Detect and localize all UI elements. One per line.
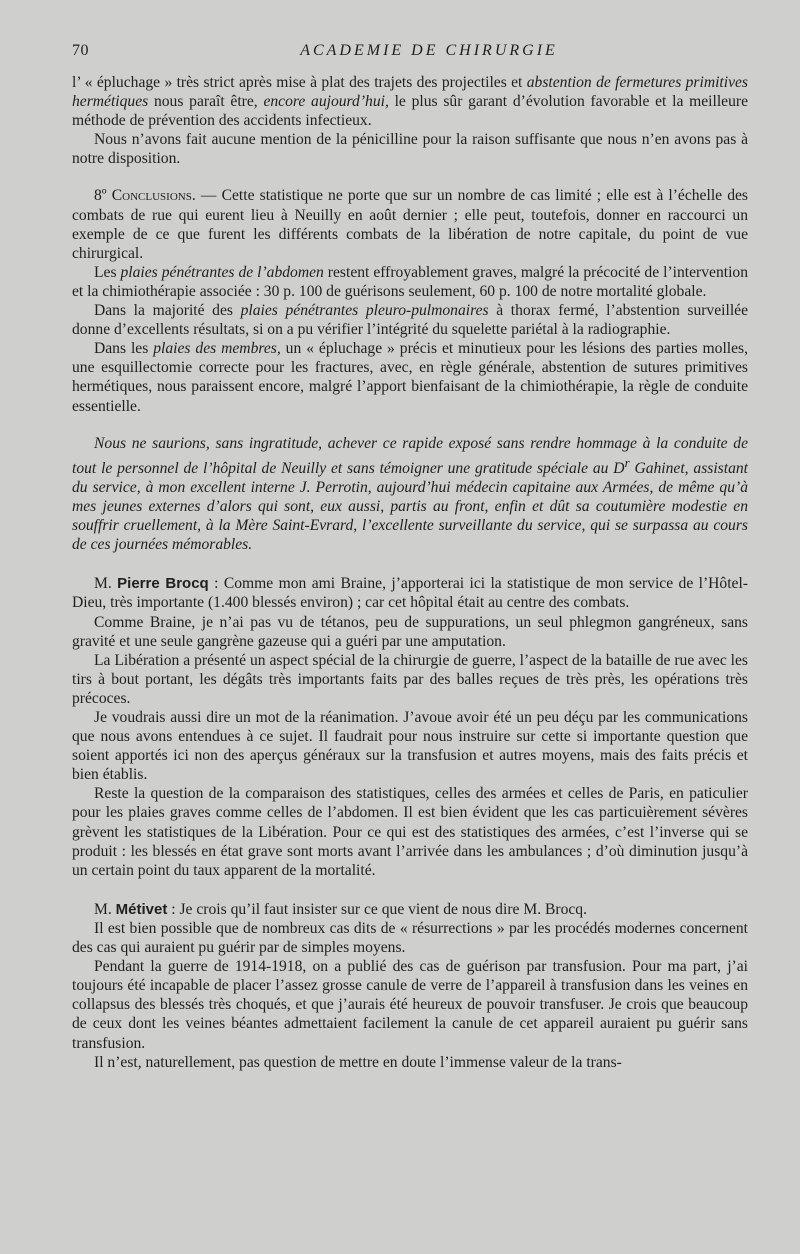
paragraph-brocq-intro: [72, 574, 748, 612]
speaker-prefix: M.: [94, 900, 116, 918]
text-run: à thorax fermé, l’abstention surveillée donne d’excellents résultats, si on a pu vérifier l’intégrité du squelette pariétal à la radiographie.: [72, 302, 748, 339]
text-run: — Cette statistique ne porte que sur un nombre de cas limité ; elle est à l’échelle des combats de rue qui eurent lieu à Neuilly en août dernier ; elle peut, toutefois, donner en raccourci un exemple de ce que furent les différents combats de la libération de notre capitale, du point de vue chirurgical.: [72, 187, 748, 262]
speaker-name: Pierre Brocq: [117, 575, 209, 593]
paragraph-metivet-guerre: Pendant la guerre de 1914-1918, on a publié des cas de guérison par transfusion. Pour ma part, j’ai toujours été incapable de placer l’assez grosse canule de verre de l’appareil à transfusion dans les veines en collapsus des blessés très choqués, et que j’aurais été heureux de pouvoir transfuser. Je crois que beaucoup de ceux dont les veines béantes admettaient facilement la canule de cet appareil auraient pu guérir sans transfusion.: [72, 958, 748, 1052]
text-run: nous paraît être,: [148, 93, 264, 111]
text-run: le plus sûr garant d’évolution favorable et la meilleure méthode de prévention des accidents infectieux.: [72, 93, 748, 130]
text-run: : Comme mon ami Braine, j’apporterai ici la statistique de mon service de l’Hôtel-Dieu, très importante (1.400 blessés environ) ; car cet hôpital était au centre des combats.: [72, 575, 749, 612]
paragraph-hommage: [72, 434, 748, 555]
paragraph-epluchage: [72, 73, 748, 130]
text-run: Dans la majorité des: [94, 302, 241, 320]
article-body: [72, 73, 748, 1072]
paragraph-metivet-resurrections: Il est bien possible que de nombreux cas dits de « résurrections » par les procédés modernes concernent des cas qui auraient pu guérir par de simples moyens.: [72, 919, 748, 957]
italic-run: plaies pénétrantes de l’abdomen: [120, 263, 324, 281]
italic-run: plaies des membres,: [153, 340, 281, 358]
section-heading: Conclusions.: [111, 187, 196, 205]
section-number: 8º: [94, 187, 112, 205]
paragraph-abdomen: [72, 263, 748, 301]
running-title: ACADEMIE DE CHIRURGIE: [300, 42, 558, 59]
speaker-name: Métivet: [115, 900, 168, 918]
superscript: r: [624, 454, 630, 470]
text-run: un « épluchage » précis et minutieux pour les lésions des parties molles, une esquillectomie correcte pour les fractures, avec, en règle générale, abstention de sutures primitives hermétiques, nous paraissent encore, malgré l’apport bienfaisant de la chimiothérapie, la règle de conduite essentielle.: [72, 340, 748, 415]
paragraph-brocq-statistiques: Reste la question de la comparaison des statistiques, celles des armées et celles de Paris, en paticulier pour les plaies graves comme celles de l’abdomen. Il est bien évident que les cas particuièrement sévères grèvent les statistiques de la Libération. Pour ce qui est des statistiques des armées, c’est l’inverse qui se produit : les blessés en état grave sont morts avant l’arrivée dans les ambulances ; d’où diminution jusqu’à un certain point du taux apparent de la mortalité.: [72, 785, 748, 879]
page-header: [72, 42, 746, 64]
text-run: : Je crois qu’il faut insister sur ce que vient de nous dire M. Brocq.: [167, 900, 587, 918]
paragraph-brocq-tetanos: Comme Braine, je n’ai pas vu de tétanos, peu de suppurations, un seul phlegmon gangréneux, sans gravité et une seule gangrène gazeuse qui a guéri par une amputation.: [72, 613, 748, 650]
text-run: Les: [94, 263, 121, 281]
text-run: l’ « épluchage » très strict après mise à plat des trajets des projectiles et: [72, 74, 527, 91]
page-number: 70: [72, 42, 89, 59]
paragraph-conclusions: [72, 186, 748, 262]
paragraph-brocq-reanimation: Je voudrais aussi dire un mot de la réanimation. J’avoue avoir été un peu déçu par les communications que nous avons entendues à ce sujet. Il faudrait pour nous instruire sur cette si importante question que soient apportés ici non des aperçus généraux sur la transfusion et autres moyens, mais des faits précis et bien établis.: [72, 709, 748, 784]
paragraph-brocq-liberation: La Libération a présenté un aspect spécial de la chirurgie de guerre, l’aspect de la bataille de rue avec les tirs à bout portant, les dégâts très importants faits par des balles reçues de très près, les opérations très précoces.: [72, 651, 748, 707]
text-run: restent effroyablement graves, malgré la précocité de l’intervention et la chimiothérapie associée : 30 p. 100 de guérisons seulement, 60 p. 100 de notre mortalité globale.: [72, 263, 749, 300]
text-run: Gahinet, assistant du service, à mon excellent interne J. Perrotin, aujourd’hui médecin capitaine aux Armées, de même qu’à mes jeunes externes d’alors qui sont, eux aussi, partis au front, enfin et dût sa coutumière modestie en souffrir cruellement, à la Mère Saint-Evrard, l’excellente surveillante du service, qui se surpassa au cours de ces journées mémorables.: [72, 459, 748, 554]
paragraph-membres: [72, 339, 748, 415]
italic-run: encore aujourd’hui,: [263, 93, 389, 111]
italic-run: abstention de fermetures primitives hermétiques: [72, 74, 748, 111]
speaker-prefix: M.: [94, 575, 118, 593]
paragraph-metivet-transfusion: Il n’est, naturellement, pas question de mettre en doute l’immense valeur de la trans-: [94, 1053, 622, 1071]
text-run: Nous ne saurions, sans ingratitude, achever ce rapide exposé sans rendre hommage à la conduite de tout le personnel de l’hôpital de Neuilly et sans témoigner une gratitude spéciale au D: [72, 434, 748, 477]
text-run: Dans les: [94, 340, 154, 358]
paragraph-pleuro-pulmonaires: [72, 301, 748, 339]
paragraph-metivet-intro: [72, 900, 748, 919]
italic-run: plaies pénétrantes pleuro-pulmonaires: [240, 302, 489, 320]
paragraph-penicilline: Nous n’avons fait aucune mention de la pénicilline pour la raison suffisante que nous n’en avons pas à notre disposition.: [72, 131, 748, 168]
